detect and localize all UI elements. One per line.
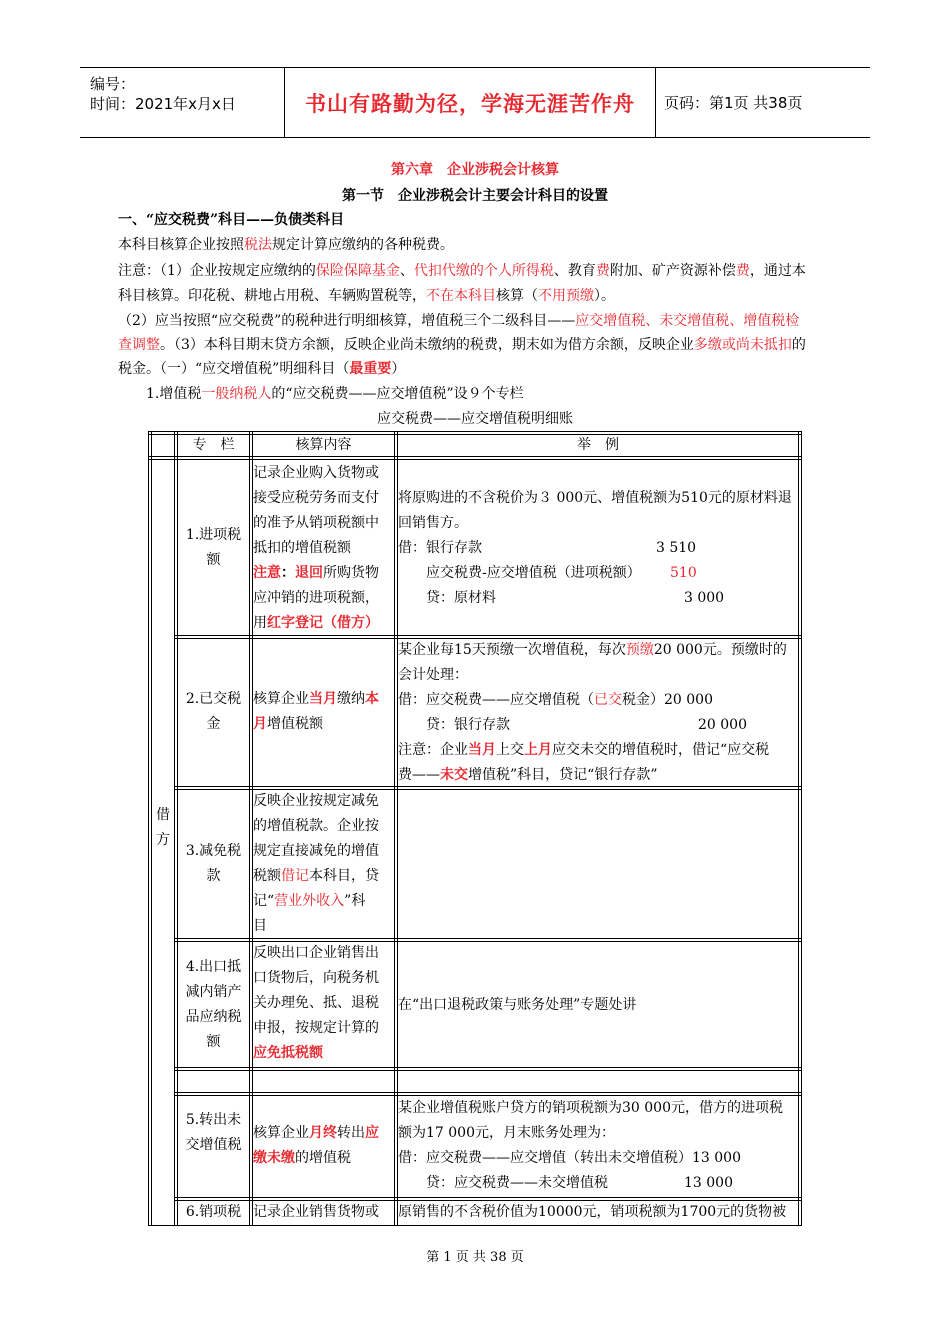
- chapter-title: 第六章 企业涉税会计核算: [391, 162, 559, 178]
- debit-side-label: 借 方: [156, 807, 170, 848]
- row-2-example: 某企业每15天预缴一次增值税，每次预缴20 000元。预缴时的 会计处理： 借：应交税费——应交增值税（已交税金）20 000 贷：银行存款 20 000 注意：企业当月上交上月应交未交的增值税时，借记“应交税 费——未交增值税”科目，贷记“银行存款”: [398, 642, 787, 783]
- motto: 书山有路勤为径，学海无涯苦作舟: [305, 91, 635, 116]
- header-page-cell: [664, 68, 802, 137]
- row-1-example: 将原购进的不含税价为３ 000元、增值税额为510元的原材料退 回销售方。 借：银行存款 3 510 应交税费-应交增值税（进项税额） 510 贷：原材料 3 000: [398, 490, 792, 606]
- row-3-content: 反映企业按规定减免 的增值税款。企业按 规定直接减免的增值 税额借记本科目，贷 记“营业外收入”科 目: [253, 793, 379, 934]
- paragraph-5: 1.增值税一般纳税人的“应交税费——应交增值税”设９个专栏: [146, 386, 524, 402]
- note-line-2: 科目核算。印花税、耕地占用税、车辆购置税等，不在本科目核算（不用预缴）。: [118, 288, 615, 304]
- row-1-content: 记录企业购入货物或 接受应税劳务而支付 的准予从销项税额中 抵扣的增值税额 注意：退回所购货物 应冲销的进项税额， 用红字登记（借方）: [253, 465, 379, 631]
- row-4-example: 在“出口退税政策与账务处理”专题处讲: [398, 997, 637, 1013]
- page-footer: 第 1 页 共 38 页: [426, 1250, 524, 1265]
- row-2-content: 核算企业当月缴纳本 月增值税额: [253, 691, 379, 732]
- row-6-name: 6.销项税: [185, 1204, 242, 1220]
- section-title: 第一节 企业涉税会计主要会计科目的设置: [342, 188, 608, 204]
- row-5-content: 核算企业月终转出应 缴未缴的增值税: [253, 1125, 379, 1166]
- table-title: 应交税费——应交增值税明细账: [377, 411, 573, 427]
- heading-1: 一、“应交税费”科目——负债类科目: [118, 212, 345, 228]
- page-header: [80, 67, 870, 138]
- doc-date-label: 时间：2021年x月x日: [90, 95, 236, 113]
- row-4-name: 4.出口抵 减内销产 品应纳税 额: [185, 959, 242, 1050]
- row-4-content: 反映出口企业销售出 口货物后，向税务机 关办理免、抵、退税 申报，按规定计算的 应免抵税额: [253, 945, 379, 1061]
- header-motto-cell: [284, 68, 656, 137]
- header-column: 专 栏: [192, 437, 235, 453]
- row-6-content: 记录企业销售货物或: [253, 1204, 379, 1220]
- row-5-name: 5.转出未 交增值税: [185, 1112, 242, 1153]
- page-indicator: 页码：第1页 共38页: [664, 94, 803, 112]
- paragraph-1: 本科目核算企业按照税法规定计算应缴纳的各种税费。: [118, 237, 454, 253]
- paragraph-2: （2）应当按照“应交税费”的税种进行明细核算，增值税三个二级科目——应交增值税、未交增值税、增值税检: [118, 313, 800, 329]
- paragraph-4: 税金。（一）“应交增值税”明细科目（最重要）: [118, 361, 406, 377]
- vat-detail-table: [148, 431, 802, 1226]
- header-info-cell: [80, 68, 280, 137]
- paragraph-3: 查调整。（3）本科目期末贷方余额，反映企业尚未缴纳的税费，期末如为借方余额，反映企业多缴或尚未抵扣的: [118, 337, 806, 353]
- header-content: 核算内容: [295, 437, 352, 453]
- header-example: 举 例: [577, 437, 619, 453]
- doc-number-label: 编号：: [90, 75, 136, 93]
- row-3-name: 3.减免税 款: [185, 843, 242, 884]
- row-5-example: 某企业增值税账户贷方的销项税额为30 000元，借方的进项税 额为17 000元，月末账务处理为： 借：应交税费——应交增值（转出未交增值税）13 000 贷：应交税费——未交增值税 13 000: [398, 1100, 783, 1191]
- row-1-name: 1.进项税 额: [185, 527, 242, 568]
- note-line-1: 注意：（1）企业按规定应缴纳的保险保障基金、代扣代缴的个人所得税、教育费附加、矿产资源补偿费，通过本: [118, 263, 806, 279]
- row-6-example: 原销售的不含税价值为10000元，销项税额为1700元的货物被: [398, 1204, 787, 1220]
- row-2-name: 2.已交税 金: [185, 691, 242, 732]
